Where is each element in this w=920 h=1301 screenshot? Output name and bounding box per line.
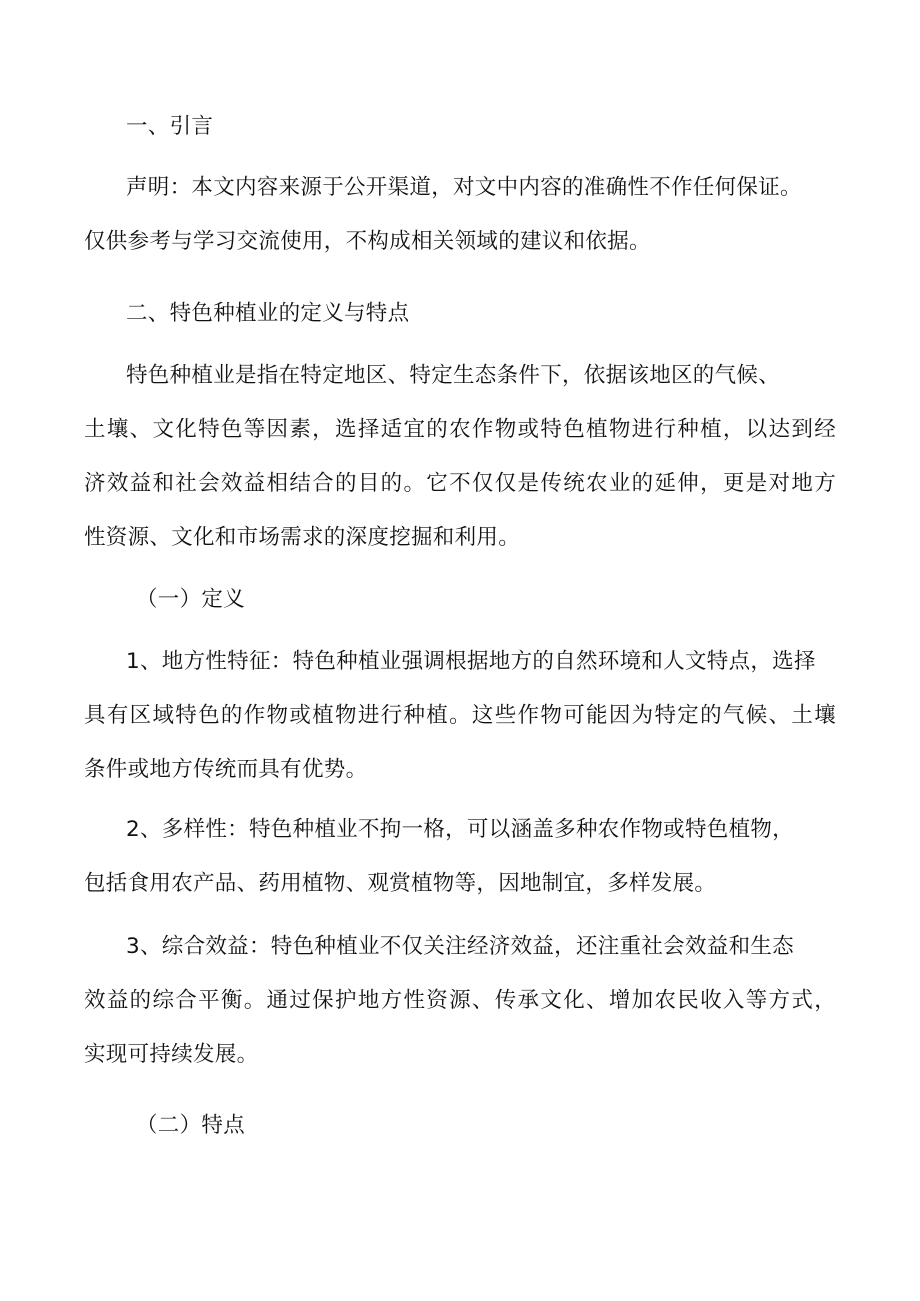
intro-paragraph-line-2: 土壤、文化特色等因素，选择适宜的农作物或特色植物进行种植，以达到经 [84,417,836,442]
item1-line-1: 1、地方性特征：特色种植业强调根据地方的自然环境和人文特点，选择 [126,649,816,674]
item1-line-2: 具有区域特色的作物或植物进行种植。这些作物可能因为特定的气候、土壤 [84,703,836,728]
section-heading-introduction: 一、引言 [126,114,214,139]
item3-line-3: 实现可持续发展。 [84,1042,259,1067]
intro-paragraph-line-4: 性资源、文化和市场需求的深度挖掘和利用。 [84,525,521,550]
item3-line-1: 3、综合效益：特色种植业不仅关注经济效益，还注重社会效益和生态 [126,934,794,959]
subheading-definition: （一）定义 [136,587,246,612]
intro-paragraph-line-1: 特色种植业是指在特定地区、特定生态条件下，依据该地区的气候、 [126,363,781,388]
item3-line-2: 效益的综合平衡。通过保护地方性资源、传承文化、增加农民收入等方式， [84,988,836,1013]
item2-line-2: 包括食用农产品、药用植物、观赏植物等，因地制宜，多样发展。 [84,871,717,896]
item2-line-1: 2、多样性：特色种植业不拘一格，可以涵盖多种农作物或特色植物， [126,817,794,842]
subheading-features: （二）特点 [136,1113,246,1138]
disclaimer-line-1: 声明：本文内容来源于公开渠道，对文中内容的准确性不作任何保证。 [126,175,802,200]
intro-paragraph-line-3: 济效益和社会效益相结合的目的。它不仅仅是传统农业的延伸，更是对地方 [84,471,836,496]
disclaimer-line-2: 仅供参考与学习交流使用，不构成相关领域的建议和依据。 [84,229,651,254]
item1-line-3: 条件或地方传统而具有优势。 [84,757,368,782]
section-heading-definition-features: 二、特色种植业的定义与特点 [126,301,410,326]
